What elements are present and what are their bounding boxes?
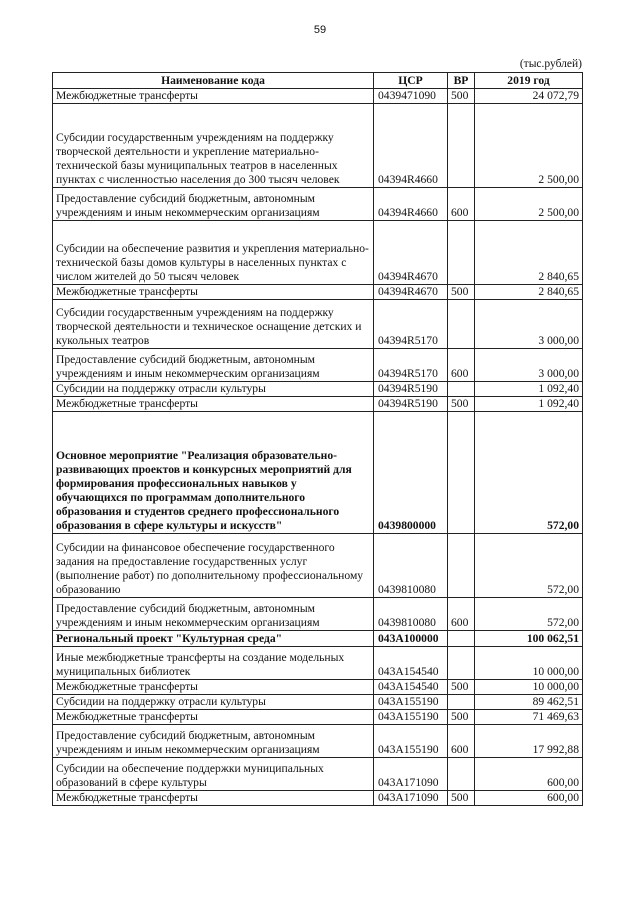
cell-name: Межбюджетные трансферты [53,710,374,725]
table-body [53,89,583,806]
table-row [53,188,583,221]
cell-name: Межбюджетные трансферты [53,285,374,300]
cell-vr: 500 [448,680,475,695]
header-name: Наименование кода [53,73,374,89]
cell-amount: 10 000,00 [475,647,583,680]
cell-vr: 500 [448,397,475,412]
cell-vr: 600 [448,598,475,631]
cell-csr: 043A155190 [374,725,448,758]
table-row [53,725,583,758]
table-row [53,534,583,598]
cell-amount: 572,00 [475,412,583,534]
cell-csr: 043A171090 [374,791,448,806]
cell-name: Межбюджетные трансферты [53,397,374,412]
cell-name: Субсидии на финансовое обеспечение государственного задания на предоставление государственных услуг (выполнение работ) по дополнительному профессиональному образованию [53,534,374,598]
page-number: 59 [313,24,327,36]
cell-vr: 600 [448,349,475,382]
cell-vr: 500 [448,791,475,806]
cell-name: Предоставление субсидий бюджетным, автономным учреждениям и иным некоммерческим организациям [53,188,374,221]
cell-vr: 500 [448,710,475,725]
table-row [53,758,583,791]
cell-vr [448,534,475,598]
table-row [53,382,583,397]
header-vr: ВР [448,73,475,89]
cell-amount: 3 000,00 [475,300,583,349]
cell-name: Субсидии государственным учреждениям на поддержку творческой деятельности и укрепление материально-технической базы муниципальных театров в населенных пунктах с численностью населения до 300 тысяч человек [53,104,374,188]
cell-csr: 04394R4670 [374,285,448,300]
table-row [53,598,583,631]
table-row [53,221,583,285]
cell-csr: 0439800000 [374,412,448,534]
table-row [53,695,583,710]
cell-name: Межбюджетные трансферты [53,89,374,104]
cell-vr: 600 [448,725,475,758]
cell-csr: 0439471090 [374,89,448,104]
table-row [53,647,583,680]
cell-csr: 04394R5170 [374,349,448,382]
cell-name: Региональный проект "Культурная среда" [53,631,374,647]
cell-csr: 04394R4670 [374,221,448,285]
cell-amount: 1 092,40 [475,382,583,397]
cell-csr: 04394R5190 [374,397,448,412]
cell-vr [448,104,475,188]
table-row [53,412,583,534]
table-row [53,791,583,806]
cell-vr [448,631,475,647]
cell-vr: 500 [448,89,475,104]
cell-amount: 600,00 [475,758,583,791]
cell-csr: 043A155190 [374,710,448,725]
cell-csr: 0439810080 [374,534,448,598]
cell-amount: 2 840,65 [475,285,583,300]
cell-amount: 600,00 [475,791,583,806]
cell-name: Межбюджетные трансферты [53,791,374,806]
cell-amount: 100 062,51 [475,631,583,647]
cell-csr: 043A171090 [374,758,448,791]
cell-vr [448,695,475,710]
cell-vr [448,412,475,534]
budget-table [52,72,583,806]
cell-amount: 1 092,40 [475,397,583,412]
table-row [53,631,583,647]
table-row [53,680,583,695]
cell-csr: 043A154540 [374,647,448,680]
cell-csr: 04394R5190 [374,382,448,397]
table-row [53,104,583,188]
table-row [53,89,583,104]
cell-vr: 600 [448,188,475,221]
cell-csr: 043A154540 [374,680,448,695]
units-label: (тыс.рублей) [519,58,582,70]
cell-csr: 0439810080 [374,598,448,631]
cell-name: Иные межбюджетные трансферты на создание модельных муниципальных библиотек [53,647,374,680]
cell-vr [448,382,475,397]
cell-csr: 043A100000 [374,631,448,647]
cell-name: Основное мероприятие "Реализация образовательно-развивающих проектов и конкурсных мероприятий для формирования профессиональных навыков у обучающихся по программам дополнительного образования и студентов среднего профессионального образования в сфере культуры и искусств" [53,412,374,534]
cell-amount: 17 992,88 [475,725,583,758]
cell-vr [448,300,475,349]
table-row [53,285,583,300]
cell-name: Предоставление субсидий бюджетным, автономным учреждениям и иным некоммерческим организациям [53,725,374,758]
cell-csr: 043A155190 [374,695,448,710]
header-amount: 2019 год [475,73,583,89]
table-row [53,349,583,382]
table-header-row [53,73,583,89]
cell-amount: 572,00 [475,534,583,598]
cell-amount: 24 072,79 [475,89,583,104]
cell-name: Межбюджетные трансферты [53,680,374,695]
cell-vr [448,647,475,680]
cell-amount: 3 000,00 [475,349,583,382]
table-row [53,300,583,349]
cell-name: Предоставление субсидий бюджетным, автономным учреждениям и иным некоммерческим организациям [53,349,374,382]
cell-csr: 04394R5170 [374,300,448,349]
cell-vr [448,758,475,791]
cell-name: Субсидии на поддержку отрасли культуры [53,695,374,710]
cell-amount: 89 462,51 [475,695,583,710]
cell-amount: 10 000,00 [475,680,583,695]
cell-amount: 572,00 [475,598,583,631]
cell-amount: 2 500,00 [475,104,583,188]
cell-name: Субсидии на поддержку отрасли культуры [53,382,374,397]
cell-name: Субсидии на обеспечение развития и укрепления материально-технической базы домов культуры в населенных пунктах с числом жителей до 50 тысяч человек [53,221,374,285]
header-csr: ЦСР [374,73,448,89]
cell-csr: 04394R4660 [374,188,448,221]
table-row [53,710,583,725]
cell-vr [448,221,475,285]
cell-amount: 71 469,63 [475,710,583,725]
cell-vr: 500 [448,285,475,300]
cell-amount: 2 500,00 [475,188,583,221]
cell-csr: 04394R4660 [374,104,448,188]
cell-name: Субсидии государственным учреждениям на поддержку творческой деятельности и техническое оснащение детских и кукольных театров [53,300,374,349]
table-row [53,397,583,412]
cell-name: Субсидии на обеспечение поддержки муниципальных образований в сфере культуры [53,758,374,791]
cell-name: Предоставление субсидий бюджетным, автономным учреждениям и иным некоммерческим организациям [53,598,374,631]
cell-amount: 2 840,65 [475,221,583,285]
